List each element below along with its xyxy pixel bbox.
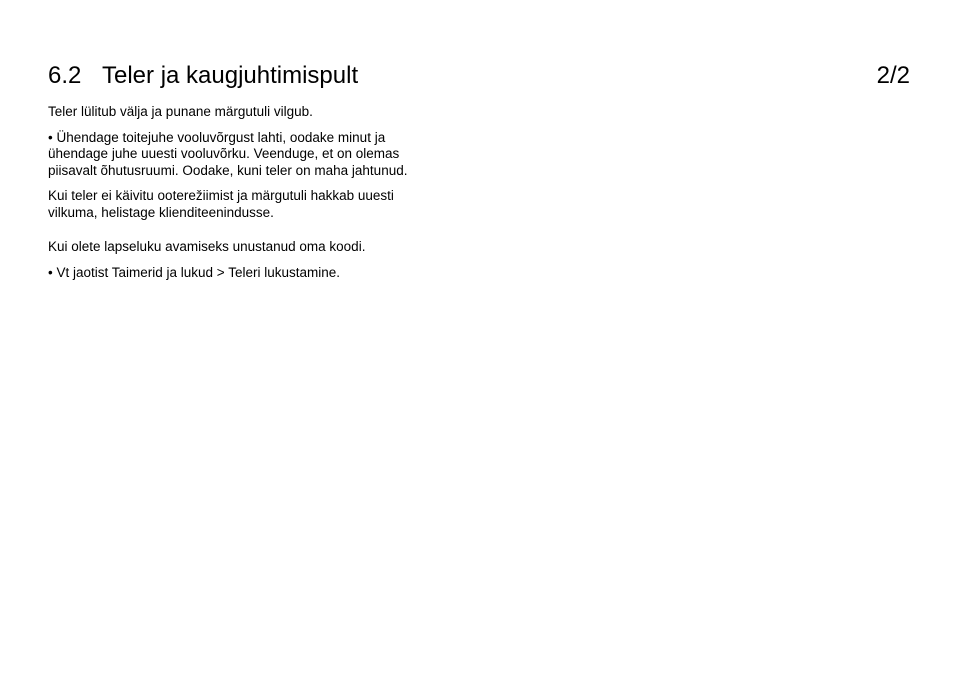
section-number: 6.2 <box>48 62 82 89</box>
paragraph-unplug-instruction: • Ühendage toitejuhe vooluvõrgust lahti, oodake minut ja ühendage juhe uuesti vooluvõrku. Veenduge, et on olemas piisavalt õhutusruumi. Oodake, kuni teler on maha jahtunud. <box>48 129 408 178</box>
paragraph-symptom: Teler lülitub välja ja punane märgutuli vilgub. <box>48 104 313 119</box>
paragraph-see-section: • Vt jaotist Taimerid ja lukud > Teleri lukustamine. <box>48 264 340 280</box>
paragraph-forgot-code: Kui olete lapseluku avamiseks unustanud oma koodi. <box>48 239 366 254</box>
page-header <box>48 60 910 92</box>
paragraph-contact-support: Kui teler ei käivitu ooterežiimist ja märgutuli hakkab uuesti vilkuma, helistage klienditeenindusse. <box>48 188 394 220</box>
section-title: Teler ja kaugjuhtimispult <box>102 62 359 89</box>
content-body <box>48 104 438 290</box>
page-indicator: 2/2 <box>876 62 910 89</box>
